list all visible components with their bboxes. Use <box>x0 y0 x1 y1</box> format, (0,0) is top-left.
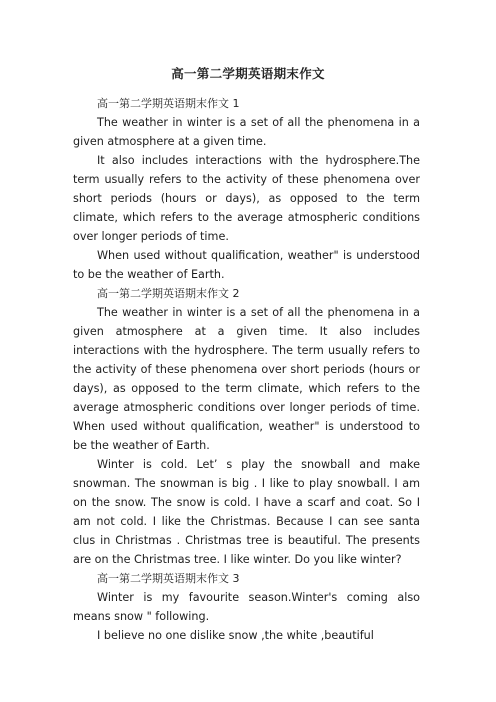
paragraph: I believe no one dislike snow ,the white ,beautiful <box>97 629 374 642</box>
paragraph: The weather in winter is a set of all the phenomena in a given atmosphere at a given time. It also includes interactions with the hydrosphere. The term usually refers to the activity of these phenomena over short periods (hours or days), as opposed to the term climate, which refers to the average atmospheric conditions over longer periods of time. When used without qualification, weather" is understood to be the weather of Earth. <box>73 306 420 452</box>
paragraph: Winter is cold. Let’ s play the snowball and make snowman. The snowman is big . I like to play snowball. I am on the snow. The snow is cold. I have a scarf and coat. So I am not cold. I like the Christmas. Because I can see santa clus in Christmas . Christmas tree is beautiful. The presents are on the Christmas tree. I like winter. Do you like winter? <box>73 458 420 566</box>
section-heading-3: 高一第二学期英语期末作文 3 <box>97 572 240 585</box>
document-title: 高一第二学期英语期末作文 <box>171 66 325 81</box>
document-body <box>73 94 420 645</box>
section-heading-1: 高一第二学期英语期末作文 1 <box>97 97 240 110</box>
section-heading-2: 高一第二学期英语期末作文 2 <box>97 287 240 300</box>
paragraph: When used without qualification, weather" is understood to be the weather of Earth. <box>73 249 420 281</box>
paragraph: It also includes interactions with the hydrosphere.The term usually refers to the activity of these phenomena over short periods (hours or days), as opposed to the term climate, which refers to the average atmospheric conditions over longer periods of time. <box>73 154 420 243</box>
paragraph: The weather in winter is a set of all the phenomena in a given atmosphere at a given time. <box>73 116 420 148</box>
paragraph: Winter is my favourite season.Winter's coming also means snow " following. <box>73 591 420 623</box>
